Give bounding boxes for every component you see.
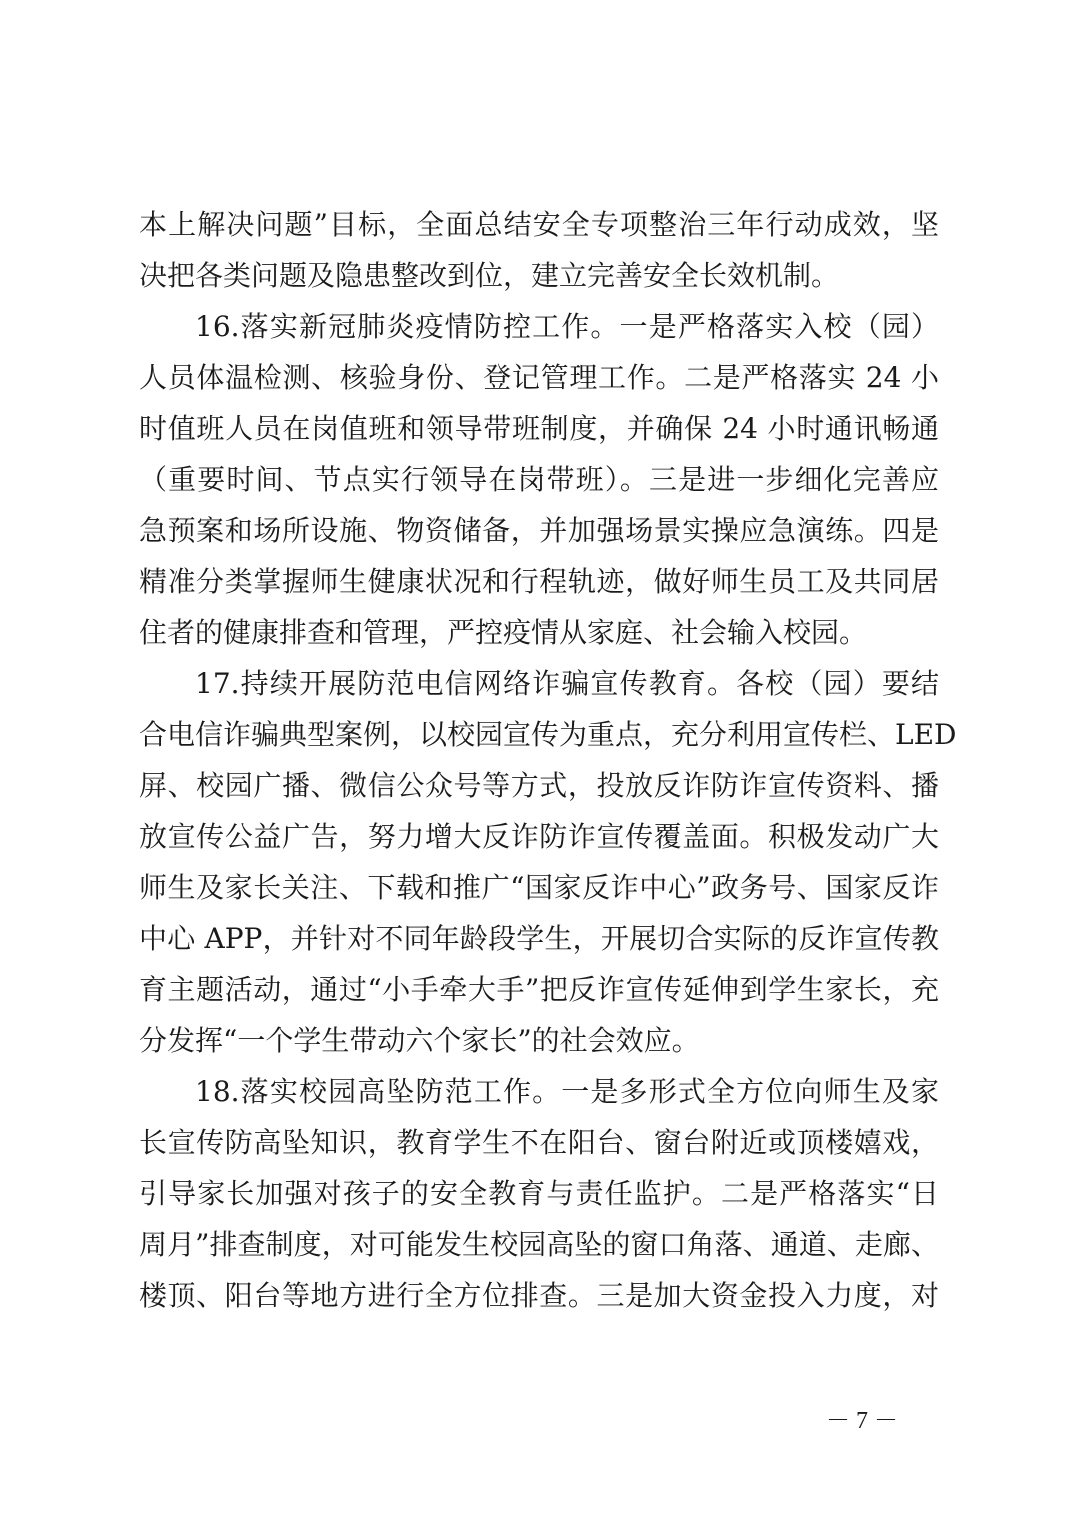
body-text-line: 周月”排查制度，对可能发生校园高坠的窗口角落、通道、走廊、 (139, 1228, 939, 1261)
body-text-line: 分发挥“一个学生带动六个家长”的社会效应。 (139, 1024, 700, 1057)
body-text-line: 楼顶、阳台等地方进行全方位排查。三是加大资金投入力度，对 (139, 1279, 939, 1312)
body-text-line: 长宣传防高坠知识，教育学生不在阳台、窗台附近或顶楼嬉戏， (139, 1126, 939, 1159)
item-18-heading-line: 18.落实校园高坠防范工作。一是多形式全方位向师生及家 (195, 1075, 939, 1108)
body-text-line: 急预案和场所设施、物资储备，并加强场景实操应急演练。四是 (139, 514, 939, 547)
body-text-line: 屏、校园广播、微信公众号等方式，投放反诈防诈宣传资料、播 (139, 769, 939, 802)
body-text-line: 时值班人员在岗值班和领导带班制度，并确保 24 小时通讯畅通 (139, 412, 939, 445)
body-text-line: 放宣传公益广告，努力增大反诈防诈宣传覆盖面。积极发动广大 (139, 820, 939, 853)
body-text-line: 精准分类掌握师生健康状况和行程轨迹，做好师生员工及共同居 (139, 565, 939, 598)
page-number: － 7 － (826, 1408, 898, 1434)
body-text-line: 决把各类问题及隐患整改到位，建立完善安全长效机制。 (139, 259, 840, 292)
item-16-heading-line: 16.落实新冠肺炎疫情防控工作。一是严格落实入校（园） (195, 310, 939, 343)
body-text-line: 合电信诈骗典型案例，以校园宣传为重点，充分利用宣传栏、LED (139, 718, 957, 751)
body-text-line: （重要时间、节点实行领导在岗带班）。三是进一步细化完善应 (139, 463, 939, 496)
body-text-line: 师生及家长关注、下载和推广“国家反诈中心”政务号、国家反诈 (139, 871, 939, 904)
body-text-line: 育主题活动，通过“小手牵大手”把反诈宣传延伸到学生家长，充 (139, 973, 939, 1006)
body-text-line: 本上解决问题”目标，全面总结安全专项整治三年行动成效，坚 (139, 208, 939, 241)
body-text-line: 中心 APP，并针对不同年龄段学生，开展切合实际的反诈宣传教 (139, 922, 939, 955)
body-text-line: 人员体温检测、核验身份、登记管理工作。二是严格落实 24 小 (139, 361, 939, 394)
body-text-line: 引导家长加强对孩子的安全教育与责任监护。二是严格落实“日 (139, 1177, 939, 1210)
item-17-heading-line: 17.持续开展防范电信网络诈骗宣传教育。各校（园）要结 (195, 667, 939, 700)
body-text-line: 住者的健康排查和管理，严控疫情从家庭、社会输入校园。 (139, 616, 868, 649)
